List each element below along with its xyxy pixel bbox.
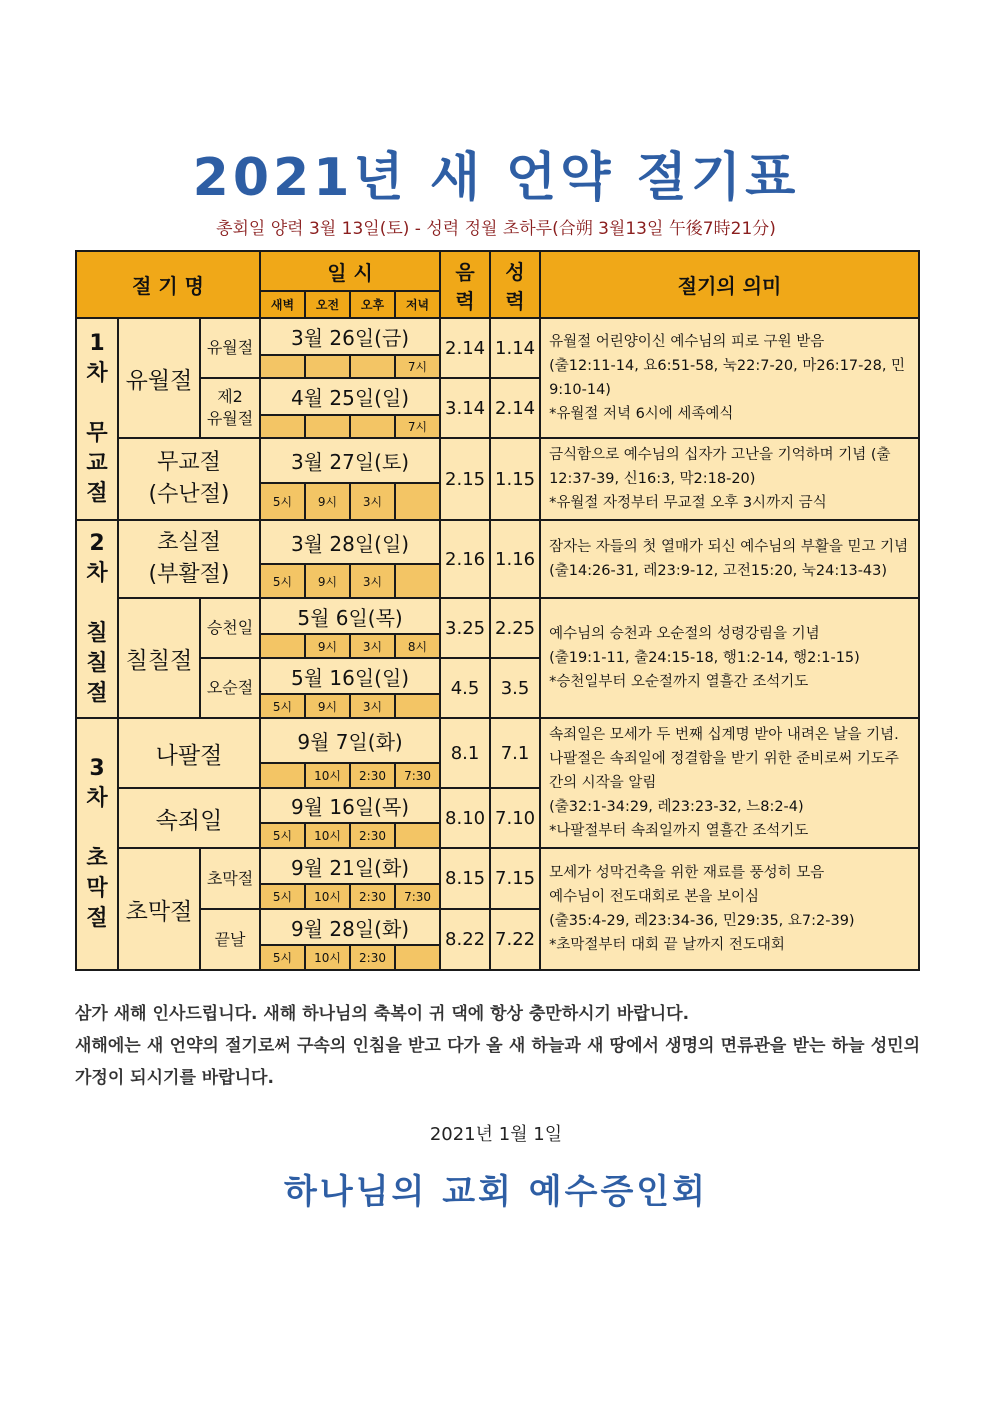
date-last-day: 9월 28일(화) <box>260 909 440 945</box>
time-cell: 9시 <box>305 694 350 718</box>
sub-pentecost: 오순절 <box>200 658 260 718</box>
time-cell: 5시 <box>260 694 305 718</box>
sub-passover: 유월절 <box>200 318 260 378</box>
time-cell: 7:30 <box>395 884 440 909</box>
issue-date: 2021년 1월 1일 <box>429 1124 563 1145</box>
meaning-atonement: 속죄일은 모세가 두 번째 십계명 받아 내려온 날을 기념. 나팔절은 속죄일에 정결함을 받기 위한 준비로써 기도주간의 시작을 알림 (출32:1-34:29, 레23:23-32, 느8:2-4) *나팔절부터 속죄일까지 열흘간 조석기도 <box>540 718 919 848</box>
feast-passover: 유월절 <box>118 318 200 438</box>
lunar-passover: 2.14 <box>440 318 490 378</box>
sacred-atonement: 7.10 <box>490 788 540 848</box>
group-label-3: 3 차 초 막 절 <box>76 718 118 970</box>
sub-last-day: 끝날 <box>200 909 260 970</box>
time-cell <box>350 415 395 438</box>
greeting-note <box>75 998 920 1094</box>
greeting-line-2: 새해에는 새 언약의 절기로써 구속의 인침을 받고 다가 올 새 하늘과 새 땅에서 생명의 면류관을 받는 하늘 성민의 가정이 되시기를 바랍니다. <box>75 1036 920 1088</box>
time-cell: 9시 <box>305 483 350 520</box>
sacred-second-passover: 2.14 <box>490 378 540 438</box>
date-atonement: 9월 16일(목) <box>260 788 440 823</box>
lunar-atonement: 8.10 <box>440 788 490 848</box>
feast-atonement: 속죄일 <box>118 788 260 848</box>
header-datetime: 일 시 <box>260 251 440 291</box>
time-cell: 3시 <box>350 483 395 520</box>
date-pentecost: 5월 16일(일) <box>260 658 440 694</box>
date-tabernacles: 9월 21일(화) <box>260 848 440 884</box>
time-cell <box>260 355 305 378</box>
page-title: 2021년 새 언약 절기표 <box>192 148 800 208</box>
feast-firstfruits: 초실절 (부활절) <box>118 520 260 598</box>
time-cell: 3시 <box>350 694 395 718</box>
time-cell: 2:30 <box>350 945 395 970</box>
time-cell: 2:30 <box>350 823 395 848</box>
time-cell: 7시 <box>395 355 440 378</box>
time-cell: 10시 <box>305 823 350 848</box>
time-cell <box>305 355 350 378</box>
sacred-tabernacles: 7.15 <box>490 848 540 909</box>
sub-ascension: 승천일 <box>200 598 260 658</box>
greeting-line-1: 삼가 새해 인사드립니다. 새해 하나님의 축복이 귀 댁에 항상 충만하시기 바랍니다. <box>75 1004 690 1024</box>
time-cell <box>395 483 440 520</box>
sacred-ascension: 2.25 <box>490 598 540 658</box>
lunar-firstfruits: 2.16 <box>440 520 490 598</box>
group-label-2: 2 차 칠 칠 절 <box>76 520 118 718</box>
header-time-afternoon: 오후 <box>350 291 395 318</box>
time-cell: 8시 <box>395 634 440 658</box>
lunar-second-passover: 3.14 <box>440 378 490 438</box>
date-trumpets: 9월 7일(화) <box>260 718 440 763</box>
meaning-unleavened: 금식함으로 예수님의 십자가 고난을 기억하며 기념 (출12:37-39, 신16:3, 막2:18-20) *유월절 자정부터 무교절 오후 3시까지 금식 <box>540 438 919 520</box>
lunar-pentecost: 4.5 <box>440 658 490 718</box>
sacred-trumpets: 7.1 <box>490 718 540 788</box>
time-cell: 5시 <box>260 823 305 848</box>
header-meaning: 절기의 의미 <box>540 251 919 318</box>
header-time-morning: 오전 <box>305 291 350 318</box>
sacred-passover: 1.14 <box>490 318 540 378</box>
time-cell <box>395 564 440 598</box>
feast-pentecost: 칠칠절 <box>118 598 200 718</box>
date-passover: 3월 26일(금) <box>260 318 440 355</box>
header-sacred: 성 력 <box>490 251 540 318</box>
time-cell <box>260 763 305 788</box>
sub-second-passover: 제2 유월절 <box>200 378 260 438</box>
header-lunar: 음 력 <box>440 251 490 318</box>
time-cell <box>350 355 395 378</box>
header-time-evening: 저녁 <box>395 291 440 318</box>
date-unleavened: 3월 27일(토) <box>260 438 440 483</box>
time-cell: 7:30 <box>395 763 440 788</box>
page-subtitle: 총회일 양력 3월 13일(토) - 성력 정월 초하루(合朔 3월13일 午後7時21分) <box>216 219 776 239</box>
time-cell: 7시 <box>395 415 440 438</box>
time-cell: 9시 <box>305 564 350 598</box>
sub-tabernacles: 초막절 <box>200 848 260 909</box>
time-cell: 2:30 <box>350 884 395 909</box>
meaning-pentecost: 예수님의 승천과 오순절의 성령강림을 기념 (출19:1-11, 출24:15-18, 행1:2-14, 행2:1-15) *승천일부터 오순절까지 열흘간 조석기도 <box>540 598 919 718</box>
time-cell <box>305 415 350 438</box>
meaning-tabernacles: 모세가 성막건축을 위한 재료를 풍성히 모음 예수님이 전도대회로 본을 보이심 (출35:4-29, 레23:34-36, 민29:35, 요7:2-39) *초막절부터 대회 끝 날까지 전도대회 <box>540 848 919 970</box>
feast-unleavened: 무교절 (수난절) <box>118 438 260 520</box>
date-ascension: 5월 6일(목) <box>260 598 440 634</box>
lunar-tabernacles: 8.15 <box>440 848 490 909</box>
time-cell: 5시 <box>260 483 305 520</box>
time-cell: 5시 <box>260 945 305 970</box>
header-feast-name: 절 기 명 <box>76 251 260 318</box>
sacred-pentecost: 3.5 <box>490 658 540 718</box>
organization-name: 하나님의 교회 예수증인회 <box>284 1172 708 1212</box>
date-second-passover: 4월 25일(일) <box>260 378 440 415</box>
time-cell: 10시 <box>305 763 350 788</box>
time-cell <box>395 823 440 848</box>
time-cell: 5시 <box>260 884 305 909</box>
meaning-passover: 유월절 어린양이신 예수님의 피로 구원 받음 (출12:11-14, 요6:51-58, 눅22:7-20, 마26:17-28, 민9:10-14) *유월절 저녁 6시에 세족예식 <box>540 318 919 438</box>
sacred-unleavened: 1.15 <box>490 438 540 520</box>
time-cell: 5시 <box>260 564 305 598</box>
lunar-last-day: 8.22 <box>440 909 490 970</box>
sacred-firstfruits: 1.16 <box>490 520 540 598</box>
lunar-ascension: 3.25 <box>440 598 490 658</box>
lunar-unleavened: 2.15 <box>440 438 490 520</box>
time-cell <box>260 634 305 658</box>
feast-schedule-table <box>75 250 920 971</box>
feast-trumpets: 나팔절 <box>118 718 260 788</box>
time-cell: 9시 <box>305 634 350 658</box>
time-cell: 3시 <box>350 634 395 658</box>
group-label-1: 1 차 무 교 절 <box>76 318 118 520</box>
header-time-dawn: 새벽 <box>260 291 305 318</box>
time-cell <box>260 415 305 438</box>
feast-tabernacles: 초막절 <box>118 848 200 970</box>
time-cell <box>395 945 440 970</box>
time-cell: 10시 <box>305 945 350 970</box>
time-cell: 2:30 <box>350 763 395 788</box>
date-firstfruits: 3월 28일(일) <box>260 520 440 564</box>
sacred-last-day: 7.22 <box>490 909 540 970</box>
meaning-firstfruits: 잠자는 자들의 첫 열매가 되신 예수님의 부활을 믿고 기념 (출14:26-31, 레23:9-12, 고전15:20, 눅24:13-43) <box>540 520 919 598</box>
time-cell <box>395 694 440 718</box>
time-cell: 3시 <box>350 564 395 598</box>
lunar-trumpets: 8.1 <box>440 718 490 788</box>
time-cell: 10시 <box>305 884 350 909</box>
